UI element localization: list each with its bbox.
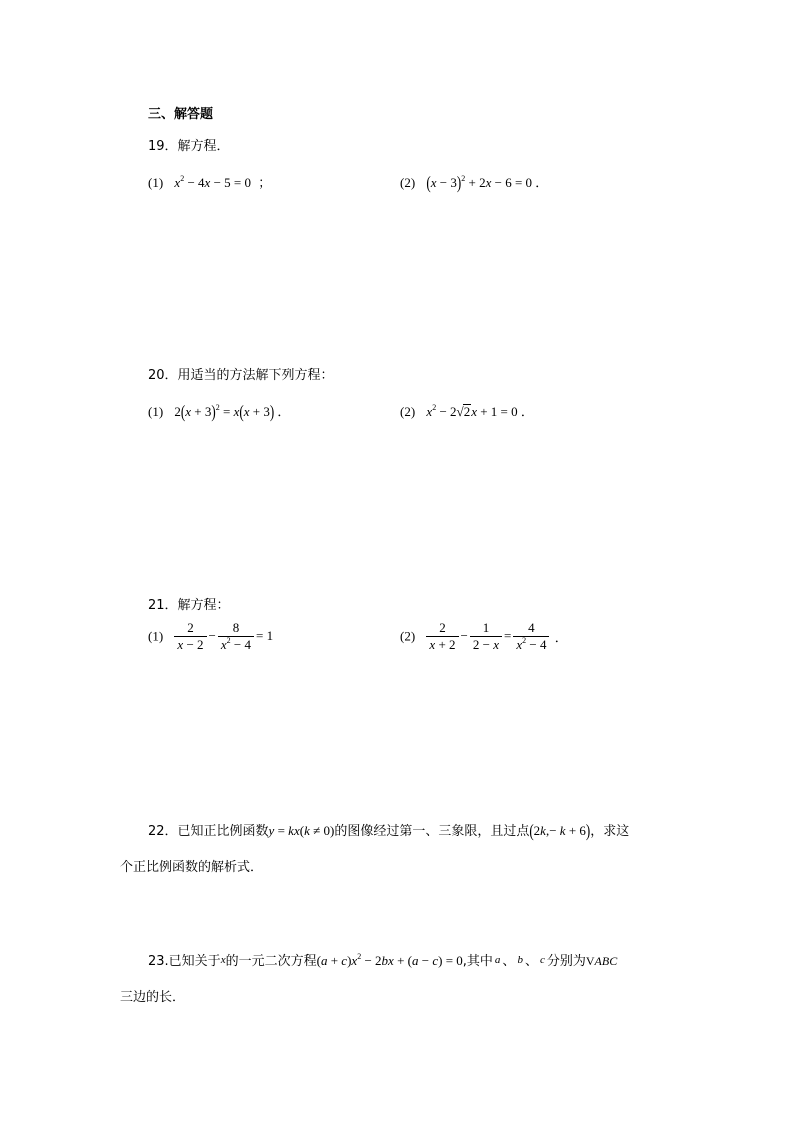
q20-p1-label: (1) (148, 404, 164, 419)
fraction: $\frac{1}{2 - x}$ (470, 620, 502, 653)
q20-p2-equation: $x^2 - 2√2x + 1 = 0$ (426, 403, 518, 419)
q21-p2-label: (2) (400, 628, 416, 644)
q20-p2-end: ． (520, 405, 534, 420)
q19-p1-end: ； (258, 176, 272, 191)
question-21-stem: 21．解方程： (148, 598, 230, 613)
fraction: $\frac{8}{x^2 - 4}$ (218, 620, 254, 653)
q23-text-e: 、 (524, 954, 538, 969)
q22-text-b: 的图像经过第一、三象限，且过点 (334, 824, 530, 839)
question-23-line-2: 三边的长． (120, 990, 186, 1005)
q23-var-a: a (494, 954, 501, 966)
q23-text-a: 23.已知关于 (148, 954, 221, 969)
q23-triangle: VABC (585, 954, 618, 968)
q19-p2-equation: $(x - 3)^2 + 2x - 6 = 0$ (426, 172, 533, 193)
q23-var-b: b (517, 954, 523, 966)
fraction: $\frac{2}{x + 2}$ (426, 620, 458, 653)
question-23-line-1 (148, 950, 617, 969)
q23-var-c: c (539, 954, 545, 966)
q19-p1-label: (1) (148, 175, 164, 190)
question-20-stem: 20．用适当的方法解下列方程： (148, 368, 334, 383)
question-19-stem: 19．解方程． (148, 139, 230, 154)
fraction: $\frac{2}{x - 2}$ (174, 620, 206, 653)
q20-p1-end: ． (277, 405, 291, 420)
q21-p1-equation: $\frac{2}{x - 2}$ − $\frac{8}{x^2 - 4}$ = 1 (172, 627, 273, 642)
q20-p1-equation: $2(x + 3)^2 = x(x + 3)$ (174, 401, 275, 422)
q22-text-c: ，求这 (590, 824, 630, 839)
q23-text-c: ,其中 (462, 954, 493, 969)
q19-part-1 (148, 172, 271, 191)
q23-text-d: 、 (502, 954, 516, 969)
q23-equation: $(a + c)x^2 - 2bx + (a - c) = 0$ (316, 952, 463, 968)
question-22-line-2: 个正比例函数的解析式． (120, 860, 264, 875)
q20-part-1 (148, 401, 290, 420)
q21-p2-end: ． (554, 631, 568, 646)
q23-var-x: x (220, 954, 226, 966)
q19-p2-end: ． (535, 176, 549, 191)
q19-p2-label: (2) (400, 175, 416, 190)
section-title: 三、解答题 (148, 107, 214, 122)
q23-text-f: 分别为 (546, 954, 586, 969)
q21-part-2 (400, 620, 568, 653)
q22-point: (2k,− k + 6) (529, 820, 591, 841)
q21-part-1 (148, 620, 273, 653)
q23-text-b: 的一元二次方程 (225, 954, 317, 969)
q20-part-2 (400, 401, 534, 420)
q19-p1-equation: $x^2 - 4x - 5 = 0$ (174, 174, 251, 190)
q22-text-a: 22．已知正比例函数 (148, 824, 269, 839)
q22-function: y = kx(k ≠ 0) (268, 823, 335, 838)
question-22-line-1 (148, 820, 629, 839)
q19-part-2 (400, 172, 548, 191)
q21-p1-label: (1) (148, 628, 164, 644)
q20-p2-label: (2) (400, 404, 416, 419)
q21-p2-equation: $\frac{2}{x + 2}$ − $\frac{1}{2 - x}$ = $\frac{4}{x^2 - 4}$ (424, 627, 554, 642)
fraction: $\frac{4}{x^2 - 4}$ (513, 620, 549, 653)
